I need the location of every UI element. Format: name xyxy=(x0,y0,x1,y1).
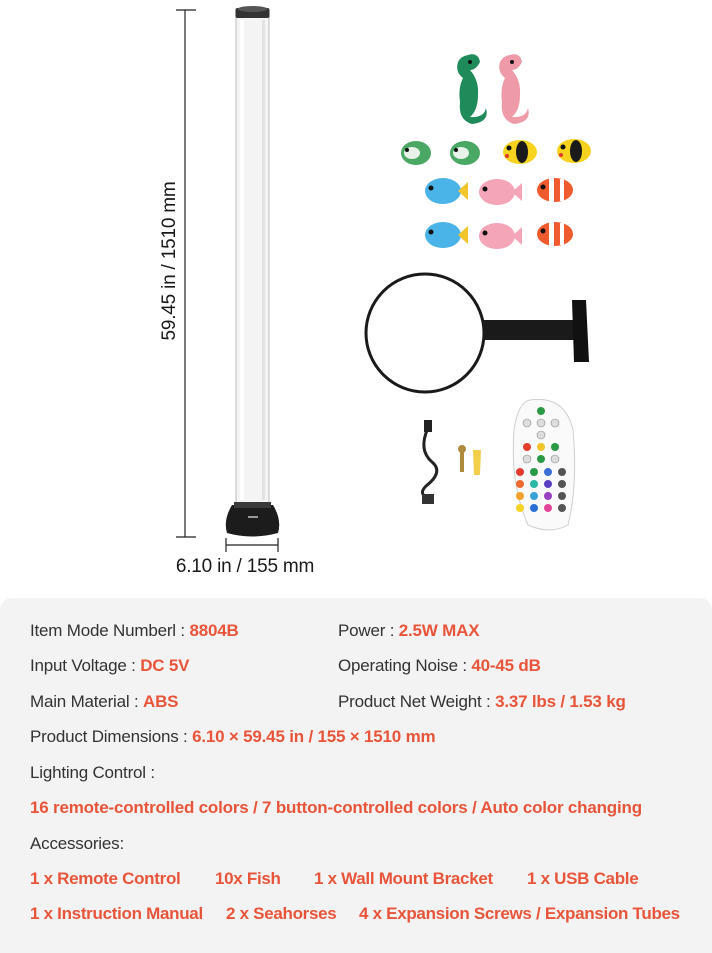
fish-clown-2 xyxy=(537,222,573,246)
fish-pink-1 xyxy=(479,179,522,205)
fish-green-1 xyxy=(401,141,431,165)
seahorse-pink xyxy=(499,54,529,124)
spec-lighting-value: 16 remote-controlled colors / 7 button-controlled colors / Auto color changing xyxy=(30,798,642,817)
spec-accessories-label: Accessories: xyxy=(30,834,124,853)
accessory-fish: 10x Fish xyxy=(215,869,281,888)
accessory-usb-cable: 1 x USB Cable xyxy=(527,869,639,888)
usb-cable xyxy=(422,420,437,504)
accessory-instruction-manual: 1 x Instruction Manual xyxy=(30,904,203,923)
fish-pink-2 xyxy=(479,223,522,249)
remote-control xyxy=(513,399,574,530)
accessory-wall-mount-bracket: 1 x Wall Mount Bracket xyxy=(314,869,493,888)
seahorse-green xyxy=(457,54,487,124)
bubble-lamp-tube xyxy=(226,6,279,537)
accessory-seahorses: 2 x Seahorses xyxy=(226,904,337,923)
spec-voltage: Input Voltage : DC 5V xyxy=(30,656,190,675)
spec-lighting-label: Lighting Control : xyxy=(30,763,155,782)
fish-blue-1 xyxy=(425,178,468,204)
spec-dimensions: Product Dimensions : 6.10 × 59.45 in / 155 × 1510 mm xyxy=(30,727,436,746)
wall-mount-bracket xyxy=(366,274,589,392)
fish-clown-1 xyxy=(537,178,573,202)
height-dimension-label: 59.45 in / 1510 mm xyxy=(159,181,180,341)
fish-green-2 xyxy=(450,141,480,165)
accessory-remote-control: 1 x Remote Control xyxy=(30,869,181,888)
expansion-screws xyxy=(458,445,481,475)
accessory-expansion-screws: 4 x Expansion Screws / Expansion Tubes xyxy=(359,904,680,923)
spec-weight: Product Net Weight : 3.37 lbs / 1.53 kg xyxy=(338,692,626,711)
spec-model: Item Mode Numberl : 8804B xyxy=(30,621,239,640)
fish-blue-2 xyxy=(425,222,468,248)
width-dimension-label: 6.10 in / 155 mm xyxy=(175,556,315,577)
fish-yellow-1 xyxy=(503,140,537,164)
spec-material: Main Material : ABS xyxy=(30,692,179,711)
spec-power: Power : 2.5W MAX xyxy=(338,621,480,640)
fish-yellow-2 xyxy=(557,139,591,163)
spec-noise: Operating Noise : 40-45 dB xyxy=(338,656,541,675)
